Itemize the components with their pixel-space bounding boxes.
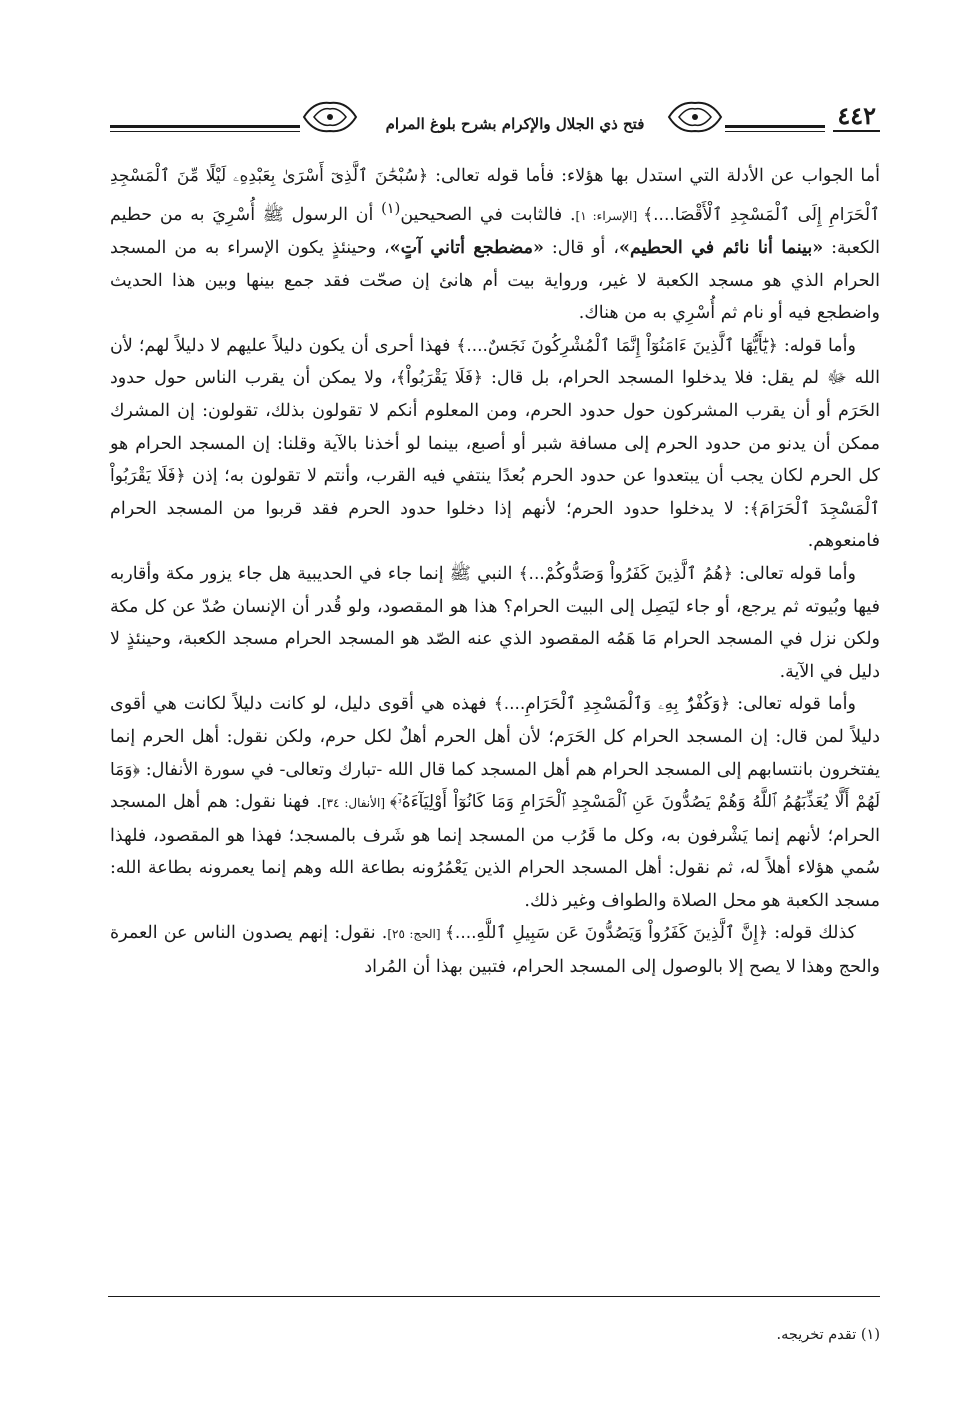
- paragraph: [110, 330, 880, 558]
- quran-verse: ﴿إِنَّ ٱلَّذِينَ كَفَرُواْ وَيَصُدُّونَ عَن سَبِيلِ ٱللَّهِ....﴾: [444, 923, 769, 944]
- ornament-right-icon: [665, 95, 725, 139]
- footnote-marker: (١): [381, 199, 401, 217]
- text-run: وأما قوله تعالى:: [730, 694, 856, 715]
- body-text: [110, 160, 880, 984]
- verse-reference: [الأنفال: ٣٤]: [321, 796, 390, 811]
- quran-verse: ﴿وَمَا لَهُمْ أَلَّا يُعَذِّبَهُمُ ٱللَّهُ وَهُمْ يَصُدُّونَ عَنِ ٱلْمَسْجِدِ ٱلْحَرَامِ وَمَا كَانُوٓاْ أَوْلِيَآءَهُۥٓ﴾: [110, 759, 880, 813]
- quran-verse: ﴿وَكُفْرٌۢ بِهِۦ وَٱلْمَسْجِدِ ٱلْحَرَامِ....﴾: [493, 694, 731, 715]
- paragraph: [110, 558, 880, 688]
- header-rule-left-thin: [110, 131, 300, 132]
- quran-verse: ﴿سُبْحَٰنَ ٱلَّذِىٓ أَسْرَىٰ بِعَبْدِهِۦ لَيْلًا مِّنَ ٱلْمَسْجِدِ ٱلْحَرَامِ إِلَى ٱلْمَسْجِدِ ٱلْأَقْصَا....﴾: [110, 166, 880, 225]
- text-run: فهذا أحرى أن يكون دليلاً عليهم لا دليلاً لهم؛ لأن الله ﷻ لم يقل: فلا يدخلوا المسجد الحرام، بل قال:: [110, 335, 880, 389]
- text-run: . فالثابت في الصحيحين: [400, 204, 576, 225]
- footnote: (١) تقدم تخريجه.: [776, 1327, 880, 1343]
- header-rule-right: [725, 125, 825, 128]
- quran-verse: ﴿فَلَا يَقْرَبُواْ﴾: [396, 368, 484, 389]
- text-run: ، وحينئذٍ يكون الإسراء به من المسجد الحرام الذي هو مسجد الكعبة لا غير، ورواية بيت أم هانئ إن صحّت فقد جمع بينها وبين هذا الحديث واضطجع فيه أو نام ثم أُسْرِي به من هناك.: [110, 238, 880, 324]
- text-run: . فهنا نقول: هم أهل المسجد الحرام؛ لأنهم إنما يَشْرفون به، وكل ما قَرُب من المسجد إنما هو شَرف بالمسجد؛ فهذا هو المقصود، فلهذا سُمي هؤلاء أهلاً له، ثم نقول: أهل المسجد الحرام الذين يَعْمُرُونه بطاعة الله وهم إنما يعمرونه بطاعة الله: مسجد الكعبة هو محل الصلاة والطواف وغير ذلك.: [110, 792, 880, 911]
- text-run: كذلك قوله:: [768, 923, 856, 944]
- book-title: فتح ذي الجلال والإكرام بشرح بلوغ المرام: [385, 115, 645, 133]
- text-run: . نقول: إنهم يصدون الناس عن العمرة والحج وهذا لا يصح إلا بالوصول إلى المسجد الحرام، فتبين بهذا أن المُراد: [110, 923, 880, 978]
- hadith-quote: «مضطجع أتاني آتٍ»: [389, 238, 544, 259]
- text-run: ، ولا يمكن أن يقرب الناس حول حدود الحَرَم أو أن يقرب المشركون حول حدود الحرم، ومن المعلوم أنكم لا تقولون بذلك، تقولون: إن المشرك ممكن أن يدنو من حدود الحرم إلى مسافة شبر أو أصبع، بينما لو أخذنا بالآية وقلنا: إن المسجد الحرام هو كل الحرم لكان يجب أن يبتعدوا عن حدود الحرم بُعدًا ينتفي فيه القرب، وأنتم لا تقولون به؛ إذن: [110, 368, 880, 487]
- footnote-separator: [108, 1296, 880, 1297]
- ornament-left-icon: [300, 95, 360, 139]
- header-rule-right-thin: [725, 131, 825, 132]
- text-run: النبي ﷺ إنما جاء في الحديبية هل جاء يزور مكة وأقاربه فيها وبُيوته ثم يرجع، أو جاء ليَصِل إلى البيت الحرام؟ هذا هو المقصود، ولو قُدر أن الإنسان صُدّ عن كل مكة ولكن نزل في المسجد الحرام مَا هَمُه المقصود الذي عنه الصّد هو المسجد الحرام مسجد الكعبة، وحينئذٍ لا دليل في الآية.: [110, 563, 880, 682]
- paragraph: [110, 160, 880, 330]
- quran-verse: ﴿فَلَا يَقْرَبُواْ ٱلْمَسْجِدَ ٱلْحَرَامَ﴾: [110, 466, 880, 519]
- paragraph: [110, 917, 880, 983]
- text-run: وأما قوله تعالى:: [732, 563, 856, 584]
- verse-reference: [الإسراء: ١]: [575, 208, 644, 223]
- quran-verse: ﴿يَٰٓأَيُّهَا ٱلَّذِينَ ءَامَنُوٓاْ إِنَّمَا ٱلْمُشْرِكُونَ نَجَسٌ....﴾: [456, 335, 778, 356]
- verse-reference: [الحج: ٢٥]: [387, 927, 445, 942]
- text-run: أن الرسول ﷺ أُسْرِيَ به من حطيم الكعبة:: [110, 204, 880, 259]
- text-run: : لا يدخلوا حدود الحرم؛ لأنهم إذا دخلوا حدود الحرم فقد قربوا من المسجد الحرام فامنعوهم.: [110, 498, 880, 552]
- page-header: [110, 95, 880, 155]
- text-run: فهذه هي أقوى دليل، لو كانت دليلاً لكانت هي أقوى دليلاً لمن قال: إن المسجد الحرام كل الحَرَم؛ لأن أهل الحرم أهلٌ لكل حرم، ولكن نقول: أهل الحرم إنما يفتخرون بانتسابهم إلى المسجد الحرام هم أهل المسجد كما قال الله -تبارك وتعالى- في سورة الأنفال:: [110, 694, 880, 780]
- paragraph: [110, 688, 880, 917]
- text-run: أما الجواب عن الأدلة التي استدل بها هؤلاء: فأما قوله تعالى:: [428, 166, 880, 186]
- text-run: ، أو قال:: [543, 238, 619, 259]
- page-number: ٤٤٢: [833, 101, 880, 132]
- text-run: وأما قوله:: [777, 335, 856, 356]
- header-rule-left: [110, 125, 300, 128]
- hadith-quote: «بينما أنا نائم في الحطيم»: [619, 238, 824, 259]
- quran-verse: ﴿هُمُ ٱلَّذِينَ كَفَرُواْ وَصَدُّوكُمْ...﴾: [518, 563, 733, 584]
